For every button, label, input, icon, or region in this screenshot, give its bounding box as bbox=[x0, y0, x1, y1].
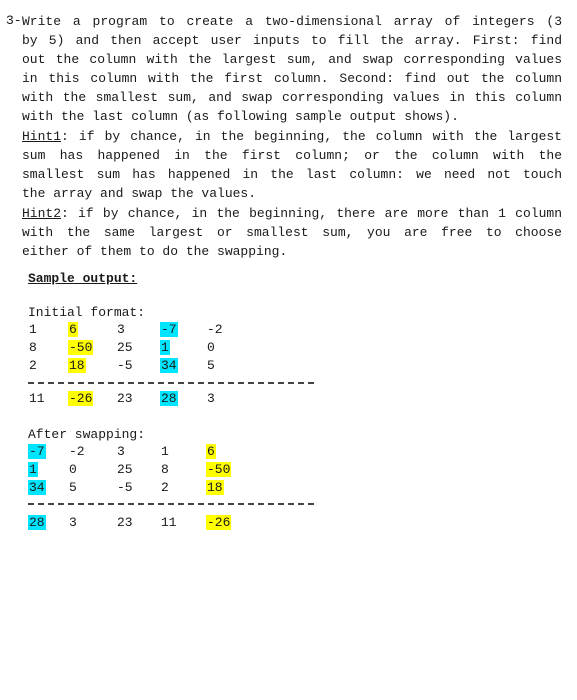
matrix-cell: 5 bbox=[207, 358, 215, 373]
column-sum-cell: 11 bbox=[161, 515, 177, 530]
hint2-text: : if by chance, in the beginning, there are more than 1 column bbox=[61, 206, 562, 221]
matrix-cell: 18 bbox=[207, 480, 223, 495]
matrix-cell: 3 bbox=[117, 444, 125, 459]
matrix-cell: 1 bbox=[161, 340, 169, 355]
hint2-first-line bbox=[22, 204, 562, 223]
hint2-label: Hint2 bbox=[22, 206, 62, 221]
after-separator bbox=[28, 503, 314, 505]
matrix-cell: 1 bbox=[29, 322, 37, 337]
matrix-cell: 5 bbox=[69, 480, 77, 495]
matrix-cell: 34 bbox=[161, 358, 177, 373]
column-sum-cell: 3 bbox=[207, 391, 215, 406]
matrix-cell: 34 bbox=[29, 480, 45, 495]
hint1-line: sum has happened in the first column; or the column with the bbox=[22, 148, 562, 163]
matrix-cell: 6 bbox=[69, 322, 77, 337]
question-line: by 5) and then accept user inputs to fill the array. First: find bbox=[22, 33, 562, 48]
matrix-cell: 0 bbox=[207, 340, 215, 355]
matrix-cell: -2 bbox=[69, 444, 85, 459]
matrix-cell: 3 bbox=[117, 322, 125, 337]
matrix-cell: -50 bbox=[69, 340, 93, 355]
question-line: in this column with the first column. Second: find out the column bbox=[22, 71, 562, 86]
matrix-cell: -7 bbox=[29, 444, 45, 459]
hint1-line: smallest sum has happened in the last column: we need not touch bbox=[22, 167, 562, 182]
matrix-cell: 25 bbox=[117, 340, 133, 355]
hint1-text: : if by chance, in the beginning, the column with the largest bbox=[61, 129, 562, 144]
question-line: with the smallest sum, and swap corresponding values in this column bbox=[22, 90, 562, 105]
initial-format-title: Initial format: bbox=[28, 305, 146, 320]
hint2-line: either of them to do the swapping. bbox=[22, 244, 288, 259]
column-sum-cell: 23 bbox=[117, 391, 133, 406]
column-sum-cell: -26 bbox=[207, 515, 231, 530]
matrix-cell: -5 bbox=[117, 358, 133, 373]
matrix-cell: 1 bbox=[29, 462, 37, 477]
matrix-cell: 8 bbox=[29, 340, 37, 355]
question-line: with the last column (as following sample output shows). bbox=[22, 109, 459, 124]
matrix-cell: 2 bbox=[161, 480, 169, 495]
matrix-cell: -5 bbox=[117, 480, 133, 495]
hint1-first-line bbox=[22, 127, 562, 146]
column-sum-cell: 28 bbox=[161, 391, 177, 406]
matrix-cell: 8 bbox=[161, 462, 169, 477]
matrix-cell: 18 bbox=[69, 358, 85, 373]
column-sum-cell: 3 bbox=[69, 515, 77, 530]
hint1-label: Hint1 bbox=[22, 129, 62, 144]
matrix-cell: 0 bbox=[69, 462, 77, 477]
sample-output-label: Sample output: bbox=[28, 271, 138, 286]
matrix-cell: -50 bbox=[207, 462, 231, 477]
hint2-line: with the same largest or smallest sum, you are free to choose bbox=[22, 225, 562, 240]
column-sum-cell: -26 bbox=[69, 391, 93, 406]
matrix-cell: 25 bbox=[117, 462, 133, 477]
matrix-cell: 6 bbox=[207, 444, 215, 459]
question-number: 3- bbox=[6, 13, 22, 28]
matrix-cell: -7 bbox=[161, 322, 177, 337]
hint1-line: the array and swap the values. bbox=[22, 186, 257, 201]
initial-separator bbox=[28, 382, 314, 384]
matrix-cell: 2 bbox=[29, 358, 37, 373]
matrix-cell: 1 bbox=[161, 444, 169, 459]
question-line: Write a program to create a two-dimensional array of integers (3 bbox=[22, 14, 562, 29]
question-line: out the column with the largest sum, and swap corresponding values bbox=[22, 52, 562, 67]
matrix-cell: -2 bbox=[207, 322, 223, 337]
column-sum-cell: 11 bbox=[29, 391, 45, 406]
after-swapping-title: After swapping: bbox=[28, 427, 146, 442]
column-sum-cell: 28 bbox=[29, 515, 45, 530]
column-sum-cell: 23 bbox=[117, 515, 133, 530]
